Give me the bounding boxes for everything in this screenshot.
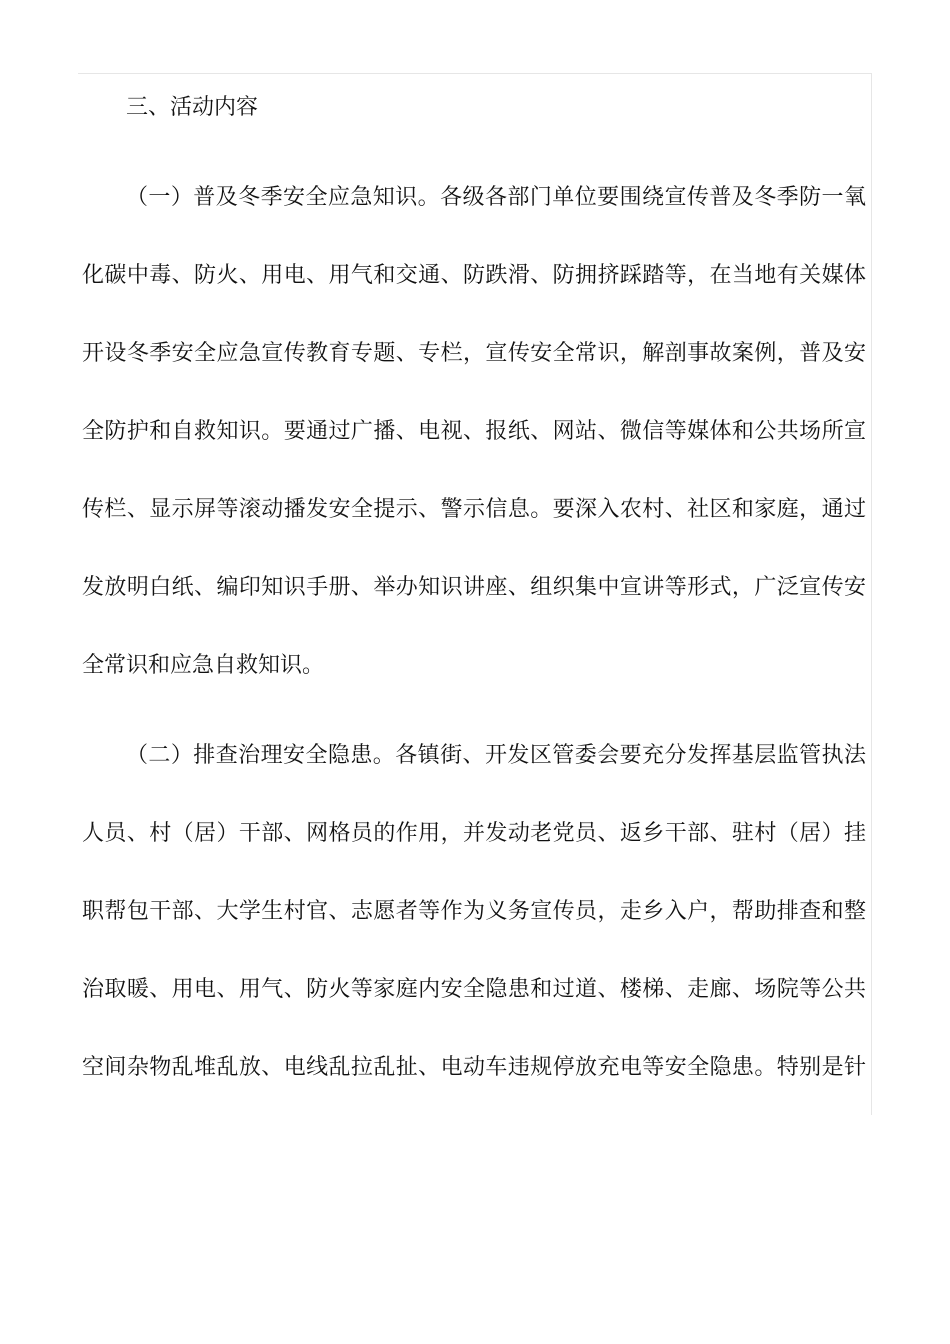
paragraph-2-line-2: 人员、村（居）干部、网格员的作用，并发动老党员、返乡干部、驻村（居）挂 (82, 821, 866, 846)
paragraph-1-line-6: 发放明白纸、编印知识手册、举办知识讲座、组织集中宣讲等形式，广泛宣传安 (82, 575, 866, 600)
paragraph-2-line-1: （二）排查治理安全隐患。各镇街、开发区管委会要充分发挥基层监管执法 (126, 743, 866, 768)
paragraph-1-line-5: 传栏、显示屏等滚动播发安全提示、警示信息。要深入农村、社区和家庭，通过 (82, 497, 866, 522)
paragraph-1-line-3: 开设冬季安全应急宣传教育专题、专栏，宣传安全常识，解剖事故案例，普及安 (82, 341, 866, 366)
paragraph-2-line-5: 空间杂物乱堆乱放、电线乱拉乱扯、电动车违规停放充电等安全隐患。特别是针 (82, 1055, 866, 1080)
paragraph-1-line-1: （一）普及冬季安全应急知识。各级各部门单位要围绕宣传普及冬季防一氧 (126, 185, 866, 210)
paragraph-1-line-2: 化碳中毒、防火、用电、用气和交通、防跌滑、防拥挤踩踏等，在当地有关媒体 (82, 263, 866, 288)
paragraph-1-line-4: 全防护和自救知识。要通过广播、电视、报纸、网站、微信等媒体和公共场所宣 (82, 419, 866, 444)
paragraph-1-line-7: 全常识和应急自救知识。 (82, 653, 325, 678)
section-heading: 三、活动内容 (126, 95, 259, 120)
paragraph-2-line-4: 治取暖、用电、用气、防火等家庭内安全隐患和过道、楼梯、走廊、场院等公共 (82, 977, 866, 1002)
paragraph-2-line-3: 职帮包干部、大学生村官、志愿者等作为义务宣传员，走乡入户，帮助排查和整 (82, 899, 866, 924)
